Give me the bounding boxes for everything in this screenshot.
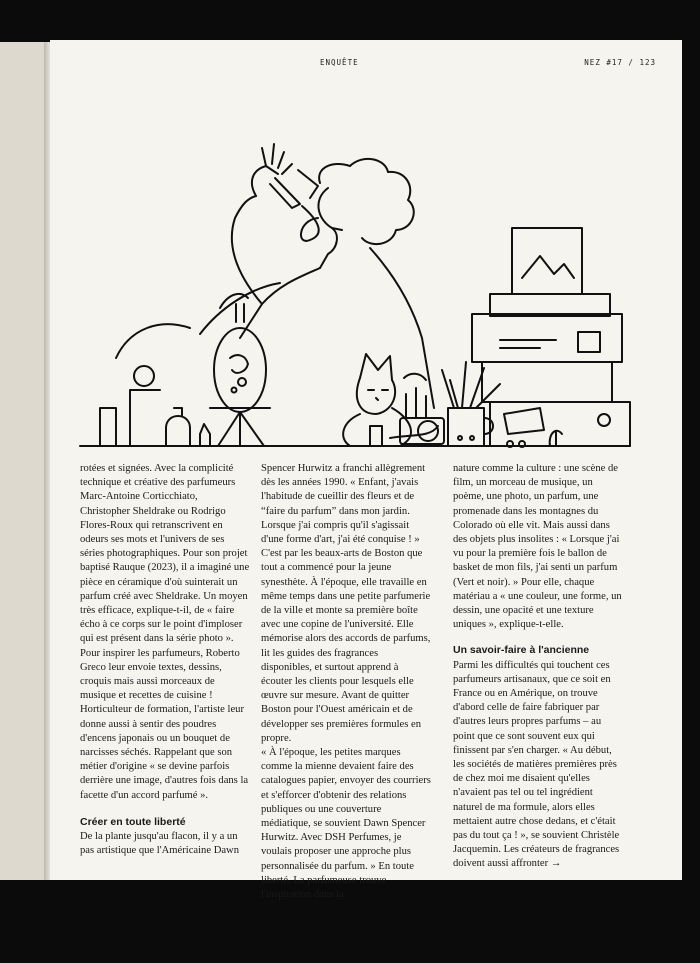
paragraph: nature comme la culture : une scène de film, un morceau de musique, un poème, une photo, un parfum, une promenade dans les montagnes du Colorado où elle vit. Mais aussi dans des objets plus insolites : « Lorsque j'ai vu pour la première fois le ballon de basket de mon fils, j'ai senti un parfum (Vert et noir). » Pour elle, chaque matériau a « une couleur, une forme, un dessin, une opacité et une texture uniques », explique-t-elle. <box>453 463 622 631</box>
paragraph: Pour inspirer les parfumeurs, Roberto Greco leur envoie textes, dessins, croquis mais aussi morceaux de musique et recettes de cuisine ! Horticulteur de formation, l'artiste leur donne aussi à sentir des poudres d'encens japonais ou un bouquet de narcisses séchés. Rappelant que son métier d'origine « se devine parfois derrière une image, d'autres fois dans la facette d'un accord parfumé ». <box>80 647 249 801</box>
section-heading: Un savoir-faire à l'ancienne <box>453 644 590 657</box>
text-column-2 <box>261 462 431 902</box>
facing-page-edge <box>0 42 50 880</box>
paragraph: rotées et signées. Avec la complicité technique et créative des parfumeurs Marc-Antoine Corticchiato, Christopher Sheldrake ou Rodrigo Flores-Roux qui retranscrivent en odeurs ses mots et l'univers de ses séries photographiques. Pour son projet baptisé Rauque (2023), il a imaginé une pièce en céramique d'où suinterait un parfum créé avec Sheldrake. Un moyen très efficace, explique-t-il, de « faire écho à ce corps sur le point d'imploser qui est présent dans la série photo ». <box>80 463 250 645</box>
perfumer-drawing-illustration <box>70 108 650 453</box>
page-folio: NEZ #17 / 123 <box>584 58 656 67</box>
section-heading: Créer en toute liberté <box>80 815 186 828</box>
text-column-3 <box>453 462 623 872</box>
text-column-1 <box>80 462 250 858</box>
paragraph: Parmi les difficultés qui touchent ces parfumeurs artisanaux, que ce soit en France ou en Amérique, on trouve d'abord celle de faire fabriquer par d'autres leurs propres parfums – au point que ce sont souvent eux qui finissent par s'en charger. « Au début, les sociétés de matières premières près de chez moi me disaient qu'elles n'avaient pas tel ou tel ingrédient naturel de ma formule, alors elles mettaient autre chose dedans, et c'était pas du tout ça ! », se souvient Christèle Jacquemin. Les créateurs de fragrances doivent aussi affronter → <box>453 659 620 870</box>
section-header: ENQUÊTE <box>320 58 359 67</box>
magazine-page <box>50 40 682 901</box>
paragraph: « À l'époque, les petites marques comme la mienne devaient faire des catalogues papier, envoyer des courriers et s'efforcer d'obtenir des relations publiques ou une couverture médiatique, se souvient Dawn Spencer Hurwitz. Avec DSH Perfumes, je voulais proposer une approche plus personnalisée du parfum. » En toute liberté. La parfumeuse trouve l'inspiration dans la <box>261 747 431 901</box>
paragraph: De la plante jusqu'au flacon, il y a un pas artistique que l'Américaine Dawn <box>80 831 239 857</box>
paragraph: Spencer Hurwitz a franchi allègrement dès les années 1990. « Enfant, j'avais l'habitude de cueillir des fleurs et de “faire du parfum” dans mon jardin. Lorsque j'ai compris qu'il s'agissait d'une forme d'art, j'ai été conquise ! » C'est par les beaux-arts de Boston que tout a commencé pour la jeune synesthète. À l'époque, elle travaille en même temps dans une petite parfumerie de la ville et monte sa première boîte avec une copine de l'université. Elle mémorise alors des accords de parfums, lit les guides des fragrances disponibles, et surtout apprend à écouter les clients pour lesquels elle œuvre sur mesure. Avant de quitter Boston pour l'Ouest américain et de développer ses premières formules en propre. <box>261 463 431 744</box>
